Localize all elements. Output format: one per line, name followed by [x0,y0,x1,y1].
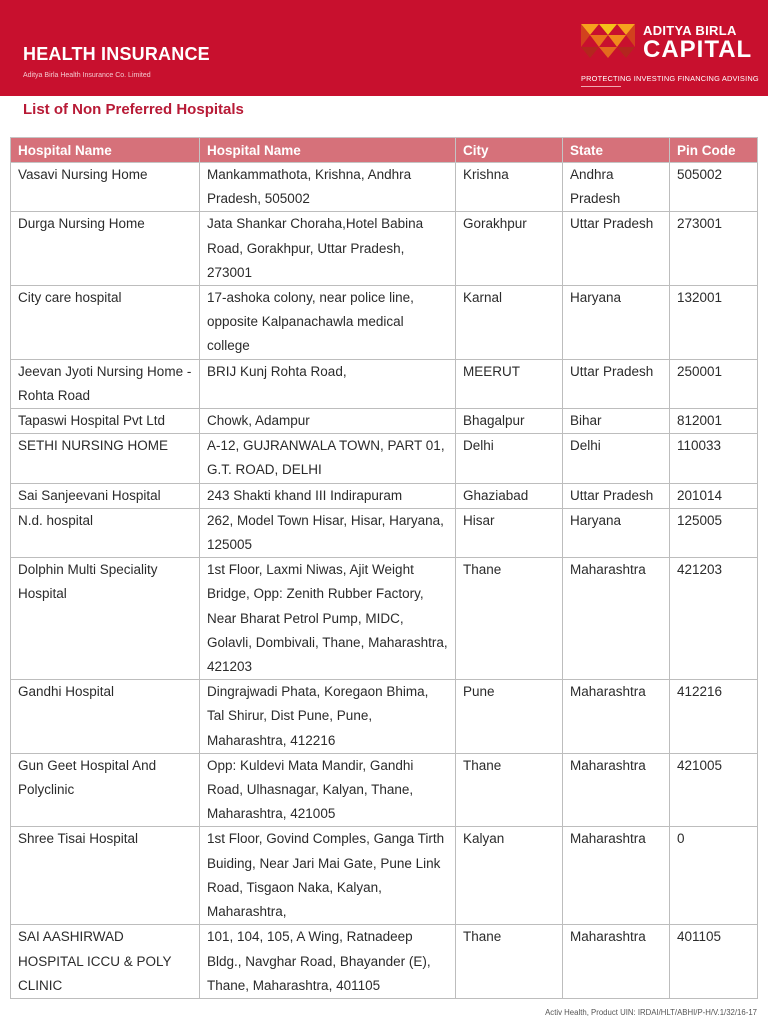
column-header-hospital-address: Hospital Name [200,138,456,163]
table-row [11,925,758,999]
cell-city: Hisar [456,508,563,557]
table-row [11,680,758,754]
column-header-state: State [563,138,670,163]
cell-hospital-address: 262, Model Town Hisar, Hisar, Haryana, 125005 [200,508,456,557]
cell-pin-code: 201014 [670,483,758,508]
cell-hospital-address: 1st Floor, Laxmi Niwas, Ajit Weight Bridge, Opp: Zenith Rubber Factory, Near Bharat Petrol Pump, MIDC, Golavli, Dombivali, Thane, Maharashtra, 421203 [200,558,456,680]
cell-hospital-name: Vasavi Nursing Home [11,163,200,212]
cell-hospital-address: 243 Shakti khand III Indirapuram [200,483,456,508]
cell-hospital-address: Dingrajwadi Phata, Koregaon Bhima, Tal Shirur, Dist Pune, Pune, Maharashtra, 412216 [200,680,456,754]
cell-city: Ghaziabad [456,483,563,508]
cell-city: Thane [456,558,563,680]
footer-product-uin: Activ Health, Product UIN: IRDAI/HLT/ABHI/P-H/V.1/32/16-17 [545,1008,757,1017]
cell-state: Haryana [563,286,670,360]
cell-hospital-name: Gun Geet Hospital And Polyclinic [11,753,200,827]
cell-hospital-name: Gandhi Hospital [11,680,200,754]
cell-hospital-name: Dolphin Multi Speciality Hospital [11,558,200,680]
cell-hospital-address: BRIJ Kunj Rohta Road, [200,359,456,408]
tagline-underline [581,86,621,87]
cell-hospital-address: A-12, GUJRANWALA TOWN, PART 01, G.T. ROAD, DELHI [200,434,456,483]
cell-city: Delhi [456,434,563,483]
column-header-city: City [456,138,563,163]
cell-pin-code: 412216 [670,680,758,754]
cell-hospital-name: Durga Nursing Home [11,212,200,286]
cell-pin-code: 421005 [670,753,758,827]
cell-pin-code: 250001 [670,359,758,408]
table-row [11,359,758,408]
table-row [11,508,758,557]
header-subtitle: Aditya Birla Health Insurance Co. Limited [23,72,151,79]
cell-hospital-address: 101, 104, 105, A Wing, Ratnadeep Bldg., Navghar Road, Bhayander (E), Thane, Maharashtra, 401105 [200,925,456,999]
cell-state: Bihar [563,409,670,434]
cell-hospital-address: Mankammathota, Krishna, Andhra Pradesh, 505002 [200,163,456,212]
cell-pin-code: 421203 [670,558,758,680]
table-row [11,827,758,925]
column-header-pin-code: Pin Code [670,138,758,163]
cell-pin-code: 0 [670,827,758,925]
table-row [11,558,758,680]
cell-city: Karnal [456,286,563,360]
brand-tagline: PROTECTING INVESTING FINANCING ADVISING [581,74,759,83]
cell-pin-code: 505002 [670,163,758,212]
table-row [11,483,758,508]
cell-hospital-name: SAI AASHIRWAD HOSPITAL ICCU & POLY CLINIC [11,925,200,999]
cell-city: Gorakhpur [456,212,563,286]
cell-state: Andhra Pradesh [563,163,670,212]
cell-state: Uttar Pradesh [563,483,670,508]
cell-pin-code: 110033 [670,434,758,483]
table-header-row [11,138,758,163]
table-row [11,212,758,286]
header-title: HEALTH INSURANCE [23,44,210,64]
non-preferred-hospitals-table [10,137,758,999]
cell-hospital-address: Opp: Kuldevi Mata Mandir, Gandhi Road, Ulhasnagar, Kalyan, Thane, Maharashtra, 421005 [200,753,456,827]
cell-hospital-name: City care hospital [11,286,200,360]
cell-hospital-name: Sai Sanjeevani Hospital [11,483,200,508]
cell-state: Maharashtra [563,827,670,925]
cell-pin-code: 812001 [670,409,758,434]
cell-city: Kalyan [456,827,563,925]
cell-city: Bhagalpur [456,409,563,434]
cell-hospital-name: Tapaswi Hospital Pvt Ltd [11,409,200,434]
cell-state: Haryana [563,508,670,557]
table-row [11,286,758,360]
cell-city: Thane [456,925,563,999]
cell-hospital-name: Shree Tisai Hospital [11,827,200,925]
table-row [11,434,758,483]
aditya-birla-sun-logo-icon [581,24,635,58]
cell-state: Delhi [563,434,670,483]
brand-name-line1: ADITYA BIRLA [643,23,737,38]
cell-state: Maharashtra [563,558,670,680]
table-row [11,753,758,827]
table-row [11,163,758,212]
cell-state: Uttar Pradesh [563,212,670,286]
cell-hospital-address: Chowk, Adampur [200,409,456,434]
table-body [11,163,758,999]
cell-hospital-address: 1st Floor, Govind Comples, Ganga Tirth Buiding, Near Jari Mai Gate, Pune Link Road, Tisgaon Naka, Kalyan, Maharashtra, [200,827,456,925]
cell-pin-code: 132001 [670,286,758,360]
cell-hospital-address: 17-ashoka colony, near police line, opposite Kalpanachawla medical college [200,286,456,360]
cell-state: Maharashtra [563,753,670,827]
cell-city: MEERUT [456,359,563,408]
cell-pin-code: 273001 [670,212,758,286]
cell-state: Uttar Pradesh [563,359,670,408]
cell-city: Pune [456,680,563,754]
column-header-hospital-name: Hospital Name [11,138,200,163]
table-row [11,409,758,434]
cell-city: Krishna [456,163,563,212]
cell-pin-code: 125005 [670,508,758,557]
cell-state: Maharashtra [563,925,670,999]
page-heading: List of Non Preferred Hospitals [23,101,244,118]
cell-city: Thane [456,753,563,827]
brand-name-line2: CAPITAL [643,36,753,63]
cell-pin-code: 401105 [670,925,758,999]
cell-hospital-name: SETHI NURSING HOME [11,434,200,483]
cell-hospital-address: Jata Shankar Choraha,Hotel Babina Road, Gorakhpur, Uttar Pradesh, 273001 [200,212,456,286]
cell-hospital-name: Jeevan Jyoti Nursing Home - Rohta Road [11,359,200,408]
page-header [0,0,768,96]
cell-hospital-name: N.d. hospital [11,508,200,557]
cell-state: Maharashtra [563,680,670,754]
